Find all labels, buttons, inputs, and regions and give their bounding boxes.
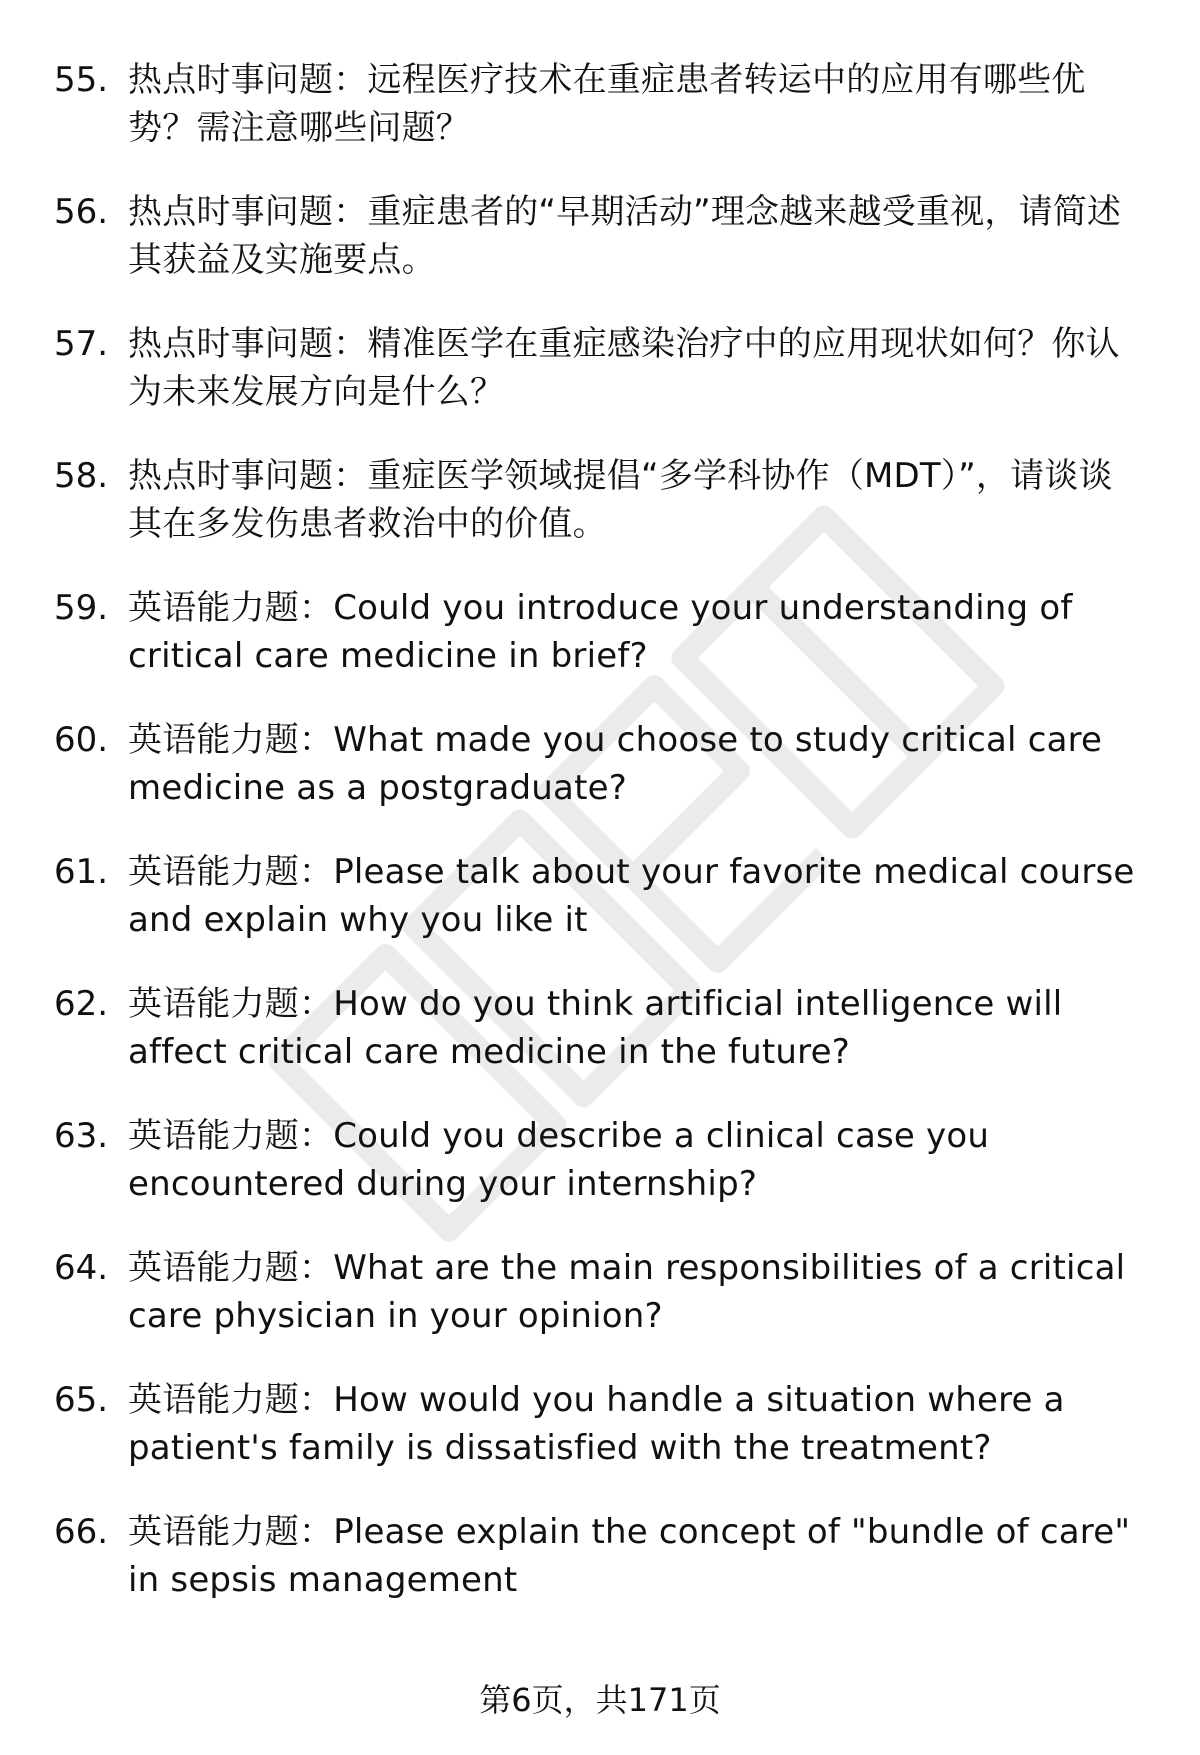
question-number: 63.	[54, 1116, 109, 1156]
list-item	[0, 980, 1200, 1112]
page-footer	[0, 1680, 1200, 1720]
question-number: 59.	[54, 588, 109, 628]
list-item	[0, 56, 1200, 188]
question-number: 66.	[54, 1512, 109, 1552]
question-number: 55.	[54, 60, 109, 100]
question-text: 英语能力题：What made you choose to study critical care medicine as a postgraduate?	[128, 720, 1103, 808]
question-text: 英语能力题：What are the main responsibilities of a critical care physician in your opinion?	[128, 1248, 1126, 1336]
list-item	[0, 320, 1200, 452]
list-item	[0, 188, 1200, 320]
question-text: 热点时事问题：远程医疗技术在重症患者转运中的应用有哪些优势？需注意哪些问题？	[128, 60, 1086, 148]
list-item	[0, 1376, 1200, 1508]
list-item	[0, 452, 1200, 584]
question-number: 58.	[54, 456, 109, 496]
question-number: 64.	[54, 1248, 109, 1288]
question-text: 英语能力题：Could you introduce your understanding of critical care medicine in brief?	[128, 588, 1073, 676]
list-item	[0, 848, 1200, 980]
question-number: 61.	[54, 852, 109, 892]
list-item	[0, 716, 1200, 848]
question-text: 英语能力题：Please talk about your favorite medical course and explain why you like it	[128, 852, 1135, 940]
question-text: 英语能力题：Please explain the concept of "bundle of care" in sepsis management	[128, 1512, 1131, 1600]
question-number: 56.	[54, 192, 109, 232]
question-text: 英语能力题：How would you handle a situation where a patient's family is dissatisfied with the treatment?	[128, 1380, 1065, 1468]
question-text: 热点时事问题：重症患者的“早期活动”理念越来越受重视，请简述其获益及实施要点。	[128, 192, 1122, 280]
question-number: 57.	[54, 324, 109, 364]
question-text: 英语能力题：Could you describe a clinical case you encountered during your internship?	[128, 1116, 990, 1204]
question-text: 热点时事问题：重症医学领域提倡“多学科协作（MDT）”，请谈谈其在多发伤患者救治中的价值。	[128, 456, 1113, 544]
page-number-label: 第6页，共171页	[479, 1681, 721, 1719]
question-number: 60.	[54, 720, 109, 760]
list-item	[0, 1244, 1200, 1376]
list-item	[0, 1112, 1200, 1244]
question-number: 62.	[54, 984, 109, 1024]
question-text: 热点时事问题：精准医学在重症感染治疗中的应用现状如何？你认为未来发展方向是什么？	[128, 324, 1120, 412]
question-text: 英语能力题：How do you think artificial intelligence will affect critical care medicine in the future?	[128, 984, 1063, 1072]
list-item	[0, 584, 1200, 716]
question-number: 65.	[54, 1380, 109, 1420]
question-list	[0, 56, 1200, 1640]
list-item	[0, 1508, 1200, 1640]
